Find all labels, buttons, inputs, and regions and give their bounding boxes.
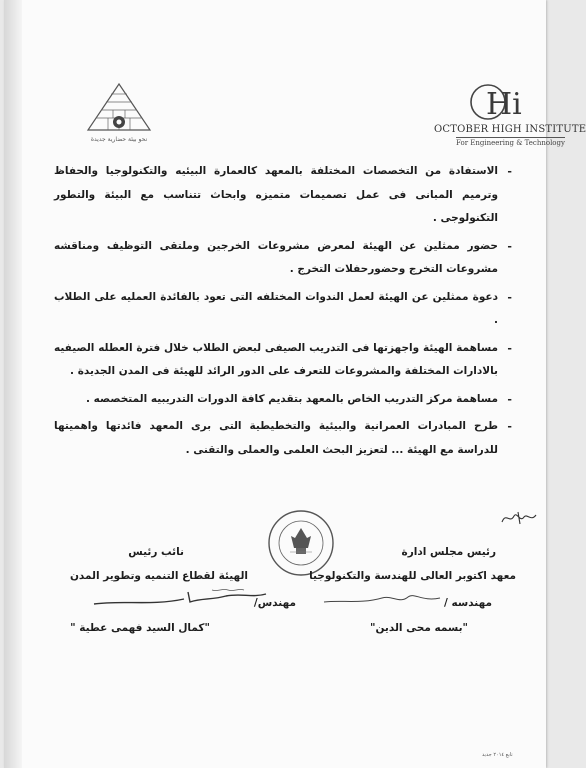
right-signature: [322, 588, 442, 610]
left-signature: [92, 586, 268, 612]
authority-emblem-logo: [82, 82, 156, 146]
monogram-text: Hi: [486, 87, 522, 122]
institute-name: OCTOBER HIGH INSTITUTE: [434, 124, 586, 135]
item-text: طرح المبادرات العمرانية والبيئية والتخطيطية التى برى المعهد فائدتها واهميتها للدراسة مع الهيئة ... لتعزيز البحث العلمى والعملى والتقنى .: [54, 420, 498, 456]
item-text: دعوة ممثلين عن الهيئة لعمل الندوات المختلفه التى تعود بالفائدة العمليه على الطلاب .: [54, 290, 498, 326]
institute-subtitle: For Engineering & Technology: [456, 139, 565, 147]
left-signatory-name: "كمال السيد فهمى عطية ": [70, 622, 210, 634]
right-signatory-org: معهد اكتوبر العالى للهندسة والتكنولوجيا: [309, 570, 516, 582]
item-text: حضور ممثلين عن الهيئة لمعرض مشروعات الخرجين وملتقى التوظيف ومناقشه مشروعات التخرج وحضورحفلات التخرج .: [54, 239, 498, 275]
document-page: [4, 0, 586, 768]
initials-scribble: [498, 508, 542, 528]
bullet: -: [507, 165, 512, 178]
item-text: مساهمة الهيئة واجهزتها فى التدريب الصيفى لبعض الطلاب خلال فترة العطله الصيفيه بالادارات المختلفة والمشروعات للتعرف على الدور الرائد للهيئة فى المدن الجديدة .: [54, 341, 498, 377]
list-item: [54, 415, 512, 462]
right-signatory-name: "بسمه محى الدين": [370, 622, 468, 634]
list-item: [54, 286, 512, 333]
right-signatory-eng-label: مهندسه /: [444, 597, 492, 609]
official-stamp: [266, 508, 336, 578]
left-signatory-title: نائب رئيس: [128, 546, 184, 558]
list-item: [54, 337, 512, 384]
list-item: [54, 235, 512, 282]
list-item: [54, 160, 512, 231]
left-signatory-org: الهيئة لقطاع التنميه وتطوير المدن: [69, 570, 248, 582]
cooperation-items-list: [54, 160, 512, 466]
bullet: -: [507, 290, 512, 304]
bullet: -: [507, 239, 512, 253]
footer-note: تابع ٢٠١٤ جديد: [482, 752, 513, 758]
right-signatory-title: رئيس مجلس ادارة: [401, 546, 496, 558]
emblem-caption: نحو بيئة حضارية جديدة: [90, 136, 148, 143]
bullet: -: [507, 420, 512, 433]
scan-edge-shadow: [4, 0, 22, 768]
left-signatory-eng-label: مهندس/: [253, 597, 296, 609]
list-item: [54, 388, 512, 412]
item-text: مساهمة مركز التدريب الخاص بالمعهد بتقديم كافة الدورات التدريبيه المتخصصه .: [86, 392, 498, 405]
bullet: -: [507, 392, 512, 406]
bullet: -: [507, 341, 512, 355]
item-text: الاستفادة من التخصصات المختلفة بالمعهد كالعمارة البيئيه والتكنولوجيا والحفاظ وترميم المبانى فى عمل تصميمات متميزه وابحاث تتناسب مع البيئة والتطور التكنولوجى .: [54, 165, 498, 224]
